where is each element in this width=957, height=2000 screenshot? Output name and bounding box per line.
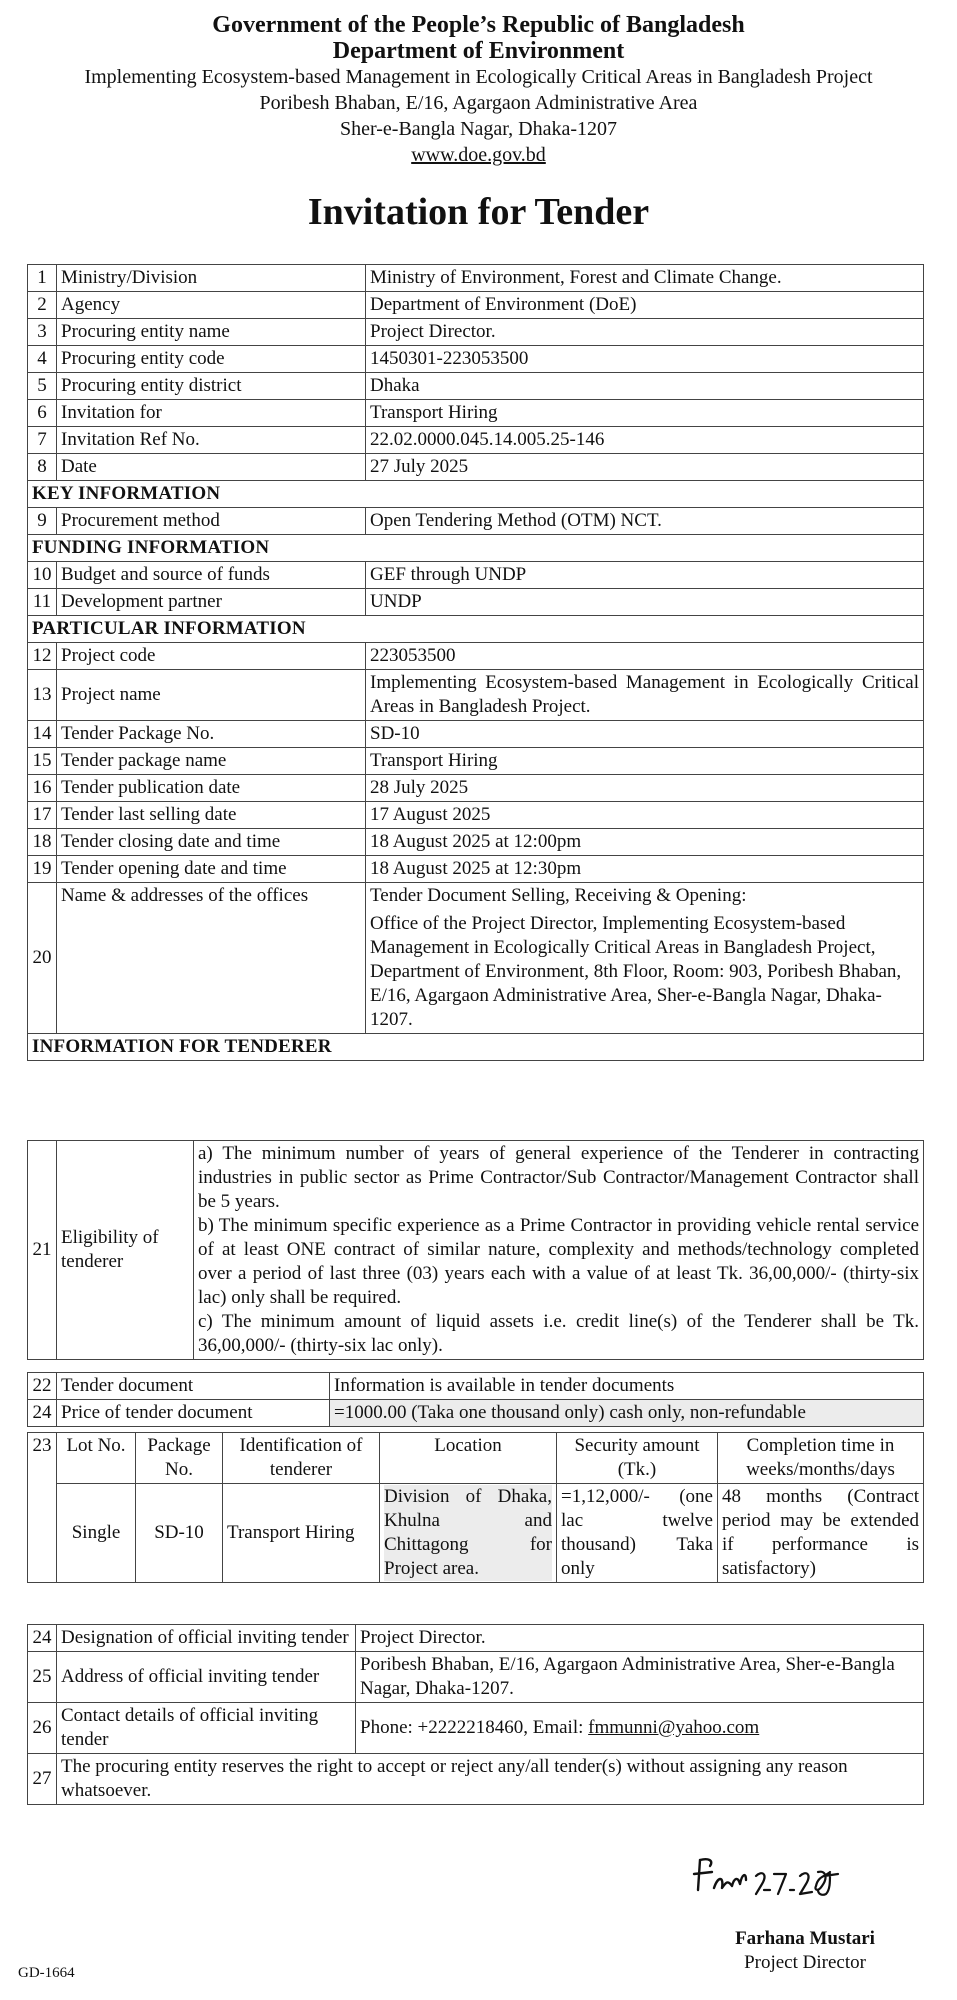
letterhead <box>0 12 957 168</box>
lot-row <box>28 1484 924 1583</box>
department-name: Department of Environment <box>332 38 625 64</box>
row-value: Information is available in tender documents <box>330 1373 924 1400</box>
completion-time-cell: 48 months (Contract period may be extended if performance is satisfactory) <box>718 1484 924 1583</box>
official-info-table <box>27 1624 924 1805</box>
table-row <box>28 1625 924 1652</box>
row-value: 223053500 <box>366 643 924 670</box>
offices-address: Office of the Project Director, Implementing Ecosystem-based Management in Ecologically Critical Areas in Bangladesh Project, Department of Environment, 8th Floor, Room: 903, Poribesh Bhaban, E/16, Agargaon Administrative Area, Sher-e-Bangla Nagar, Dhaka-1207. <box>370 913 902 1030</box>
row-label: Procuring entity code <box>57 346 366 373</box>
address-line-2: Sher-e-Bangla Nagar, Dhaka-1207 <box>339 118 618 140</box>
row-number: 3 <box>28 319 57 346</box>
column-header-completion-time: Completion time in weeks/months/days <box>718 1433 924 1484</box>
offices-heading: Tender Document Selling, Receiving & Opening: <box>370 885 747 906</box>
row-number: 2 <box>28 292 57 319</box>
location-cell <box>380 1484 557 1583</box>
section-header <box>28 481 924 508</box>
table-row <box>28 562 924 589</box>
row-number: 24 <box>28 1625 57 1652</box>
criterion-c: c) The minimum amount of liquid assets i.e. credit line(s) of the Tenderer shall be Tk. 36,00,000/- (thirty-six lac only). <box>198 1311 919 1356</box>
package-no-cell: SD-10 <box>136 1484 223 1583</box>
row-number: 5 <box>28 373 57 400</box>
lot-table <box>27 1432 924 1583</box>
column-header-security-amount: Security amount (Tk.) <box>557 1433 718 1484</box>
website-link[interactable]: www.doe.gov.bd <box>411 144 546 166</box>
row-number: 12 <box>28 643 57 670</box>
row-label: Tender publication date <box>57 775 366 802</box>
table-row <box>28 748 924 775</box>
row-label: Agency <box>57 292 366 319</box>
row-value: Dhaka <box>366 373 924 400</box>
table-row <box>28 829 924 856</box>
row-value: =1000.00 (Taka one thousand only) cash only, non-refundable <box>330 1400 924 1427</box>
row-number: 9 <box>28 508 57 535</box>
row-label: Project name <box>57 670 366 721</box>
row-number: 13 <box>28 670 57 721</box>
row-number: 10 <box>28 562 57 589</box>
row-label: Tender last selling date <box>57 802 366 829</box>
tender-document-table <box>27 1372 924 1427</box>
column-header-location: Location <box>380 1433 557 1484</box>
row-value: GEF through UNDP <box>366 562 924 589</box>
row-value: UNDP <box>366 589 924 616</box>
table-row <box>28 400 924 427</box>
tender-info-table <box>27 264 924 1061</box>
table-row <box>28 1141 924 1360</box>
row-label: Development partner <box>57 589 366 616</box>
table-row <box>28 346 924 373</box>
row-value: Poribesh Bhaban, E/16, Agargaon Administrative Area, Sher-e-Bangla Nagar, Dhaka-1207. <box>356 1652 924 1703</box>
criterion-a: a) The minimum number of years of general experience of the Tenderer in contracting industries in public sector as Prime Contractor/Sub Contractor/Management Contractor shall be 5 years. <box>198 1143 919 1212</box>
table-row <box>28 1652 924 1703</box>
signatory-name: Farhana Mustari <box>735 1928 875 1949</box>
row-label: Address of official inviting tender <box>57 1652 356 1703</box>
row-label: Procuring entity name <box>57 319 366 346</box>
row-number: 19 <box>28 856 57 883</box>
eligibility-table <box>27 1140 924 1360</box>
section-header <box>28 535 924 562</box>
row-number: 25 <box>28 1652 57 1703</box>
row-number: 11 <box>28 589 57 616</box>
table-row <box>28 856 924 883</box>
table-row <box>28 643 924 670</box>
row-label: Invitation for <box>57 400 366 427</box>
eligibility-criteria <box>194 1141 924 1360</box>
government-name: Government of the People’s Republic of Bangladesh <box>212 12 745 38</box>
row-number: 6 <box>28 400 57 427</box>
row-value <box>366 883 924 1034</box>
row-label: Tender closing date and time <box>57 829 366 856</box>
table-row <box>28 721 924 748</box>
column-header-lot: Lot No. <box>57 1433 136 1484</box>
table-row <box>28 775 924 802</box>
reservation-clause: The procuring entity reserves the right to accept or reject any/all tender(s) without assigning any reason whatsoever. <box>57 1754 924 1805</box>
criterion-b: b) The minimum specific experience as a Prime Contractor in providing vehicle rental service of at least ONE contract of similar nature, complexity and methods/technology completed over a period of last three (03) years each with a value of at least Tk. 36,00,000/- (thirty-six lac) only shall be required. <box>198 1215 919 1308</box>
table-row <box>28 670 924 721</box>
row-number: 21 <box>28 1141 57 1360</box>
row-label: Tender document <box>57 1373 330 1400</box>
row-value: 27 July 2025 <box>366 454 924 481</box>
table-row <box>28 802 924 829</box>
row-number: 27 <box>28 1754 57 1805</box>
row-label: Procuring entity district <box>57 373 366 400</box>
row-value: 28 July 2025 <box>366 775 924 802</box>
table-row <box>28 292 924 319</box>
section-header <box>28 616 924 643</box>
row-number: 7 <box>28 427 57 454</box>
row-value: Transport Hiring <box>366 748 924 775</box>
row-number: 17 <box>28 802 57 829</box>
row-label: Contact details of official inviting tender <box>57 1703 356 1754</box>
contact-email-link[interactable]: fmmunni@yahoo.com <box>588 1717 760 1738</box>
table-row <box>28 508 924 535</box>
row-value: 22.02.0000.045.14.005.25-146 <box>366 427 924 454</box>
lot-no-cell: Single <box>57 1484 136 1583</box>
section-header <box>28 1034 924 1061</box>
row-label: Procurement method <box>57 508 366 535</box>
section-title-funding-information: FUNDING INFORMATION <box>28 535 924 562</box>
location-text: Division of Dhaka, Khulna and Chittagong for Project area. <box>384 1486 552 1579</box>
contact-phone: Phone: +2222218460, Email: <box>360 1717 589 1738</box>
footer-code: GD-1664 <box>18 1965 75 1981</box>
row-value: 17 August 2025 <box>366 802 924 829</box>
row-label: Tender opening date and time <box>57 856 366 883</box>
row-label: Project code <box>57 643 366 670</box>
row-number: 15 <box>28 748 57 775</box>
address-line-1: Poribesh Bhaban, E/16, Agargaon Administrative Area <box>259 92 698 114</box>
table-row <box>28 883 924 1034</box>
row-label: Tender package name <box>57 748 366 775</box>
page-title: Invitation for Tender <box>307 191 650 233</box>
table-row <box>28 589 924 616</box>
row-value <box>356 1703 924 1754</box>
table-row <box>28 373 924 400</box>
table-row <box>28 427 924 454</box>
row-label: Eligibility of tenderer <box>57 1141 194 1360</box>
row-number: 18 <box>28 829 57 856</box>
row-value: Ministry of Environment, Forest and Climate Change. <box>366 265 924 292</box>
row-label: Price of tender document <box>57 1400 330 1427</box>
signature-image <box>690 1846 920 1906</box>
row-label: Name & addresses of the offices <box>57 883 366 1034</box>
row-value: SD-10 <box>366 721 924 748</box>
lot-table-header <box>28 1433 924 1484</box>
section-title-information-for-tenderer: INFORMATION FOR TENDERER <box>28 1034 924 1061</box>
row-value: 18 August 2025 at 12:30pm <box>366 856 924 883</box>
table-row <box>28 265 924 292</box>
row-label: Invitation Ref No. <box>57 427 366 454</box>
row-label: Designation of official inviting tender <box>57 1625 356 1652</box>
table-row <box>28 1400 924 1427</box>
row-number: 16 <box>28 775 57 802</box>
table-row <box>28 454 924 481</box>
row-value: Open Tendering Method (OTM) NCT. <box>366 508 924 535</box>
row-number: 14 <box>28 721 57 748</box>
row-number: 8 <box>28 454 57 481</box>
table-row <box>28 1703 924 1754</box>
row-value: 1450301-223053500 <box>366 346 924 373</box>
row-value: Transport Hiring <box>366 400 924 427</box>
row-value: 18 August 2025 at 12:00pm <box>366 829 924 856</box>
row-value: Project Director. <box>356 1625 924 1652</box>
row-label: Ministry/Division <box>57 265 366 292</box>
table-row <box>28 319 924 346</box>
security-amount-cell: =1,12,000/- (one lac twelve thousand) Taka only <box>557 1484 718 1583</box>
identification-cell: Transport Hiring <box>223 1484 380 1583</box>
row-value: Department of Environment (DoE) <box>366 292 924 319</box>
section-title-particular-information: PARTICULAR INFORMATION <box>28 616 924 643</box>
row-number: 22 <box>28 1373 57 1400</box>
project-name-line: Implementing Ecosystem-based Management in Ecologically Critical Areas in Bangladesh Project <box>84 66 873 88</box>
row-number: 1 <box>28 265 57 292</box>
column-header-package: Package No. <box>136 1433 223 1484</box>
row-label: Date <box>57 454 366 481</box>
row-number: 23 <box>28 1433 57 1583</box>
row-number: 24 <box>28 1400 57 1427</box>
column-header-identification: Identification of tenderer <box>223 1433 380 1484</box>
row-label: Budget and source of funds <box>57 562 366 589</box>
row-value: Implementing Ecosystem-based Management in Ecologically Critical Areas in Bangladesh Project. <box>366 670 924 721</box>
section-title-key-information: KEY INFORMATION <box>28 481 924 508</box>
signatory-designation: Project Director <box>744 1952 866 1973</box>
row-number: 4 <box>28 346 57 373</box>
row-number: 26 <box>28 1703 57 1754</box>
row-label: Tender Package No. <box>57 721 366 748</box>
table-row <box>28 1373 924 1400</box>
row-value: Project Director. <box>366 319 924 346</box>
row-number: 20 <box>28 883 57 1034</box>
table-row <box>28 1754 924 1805</box>
